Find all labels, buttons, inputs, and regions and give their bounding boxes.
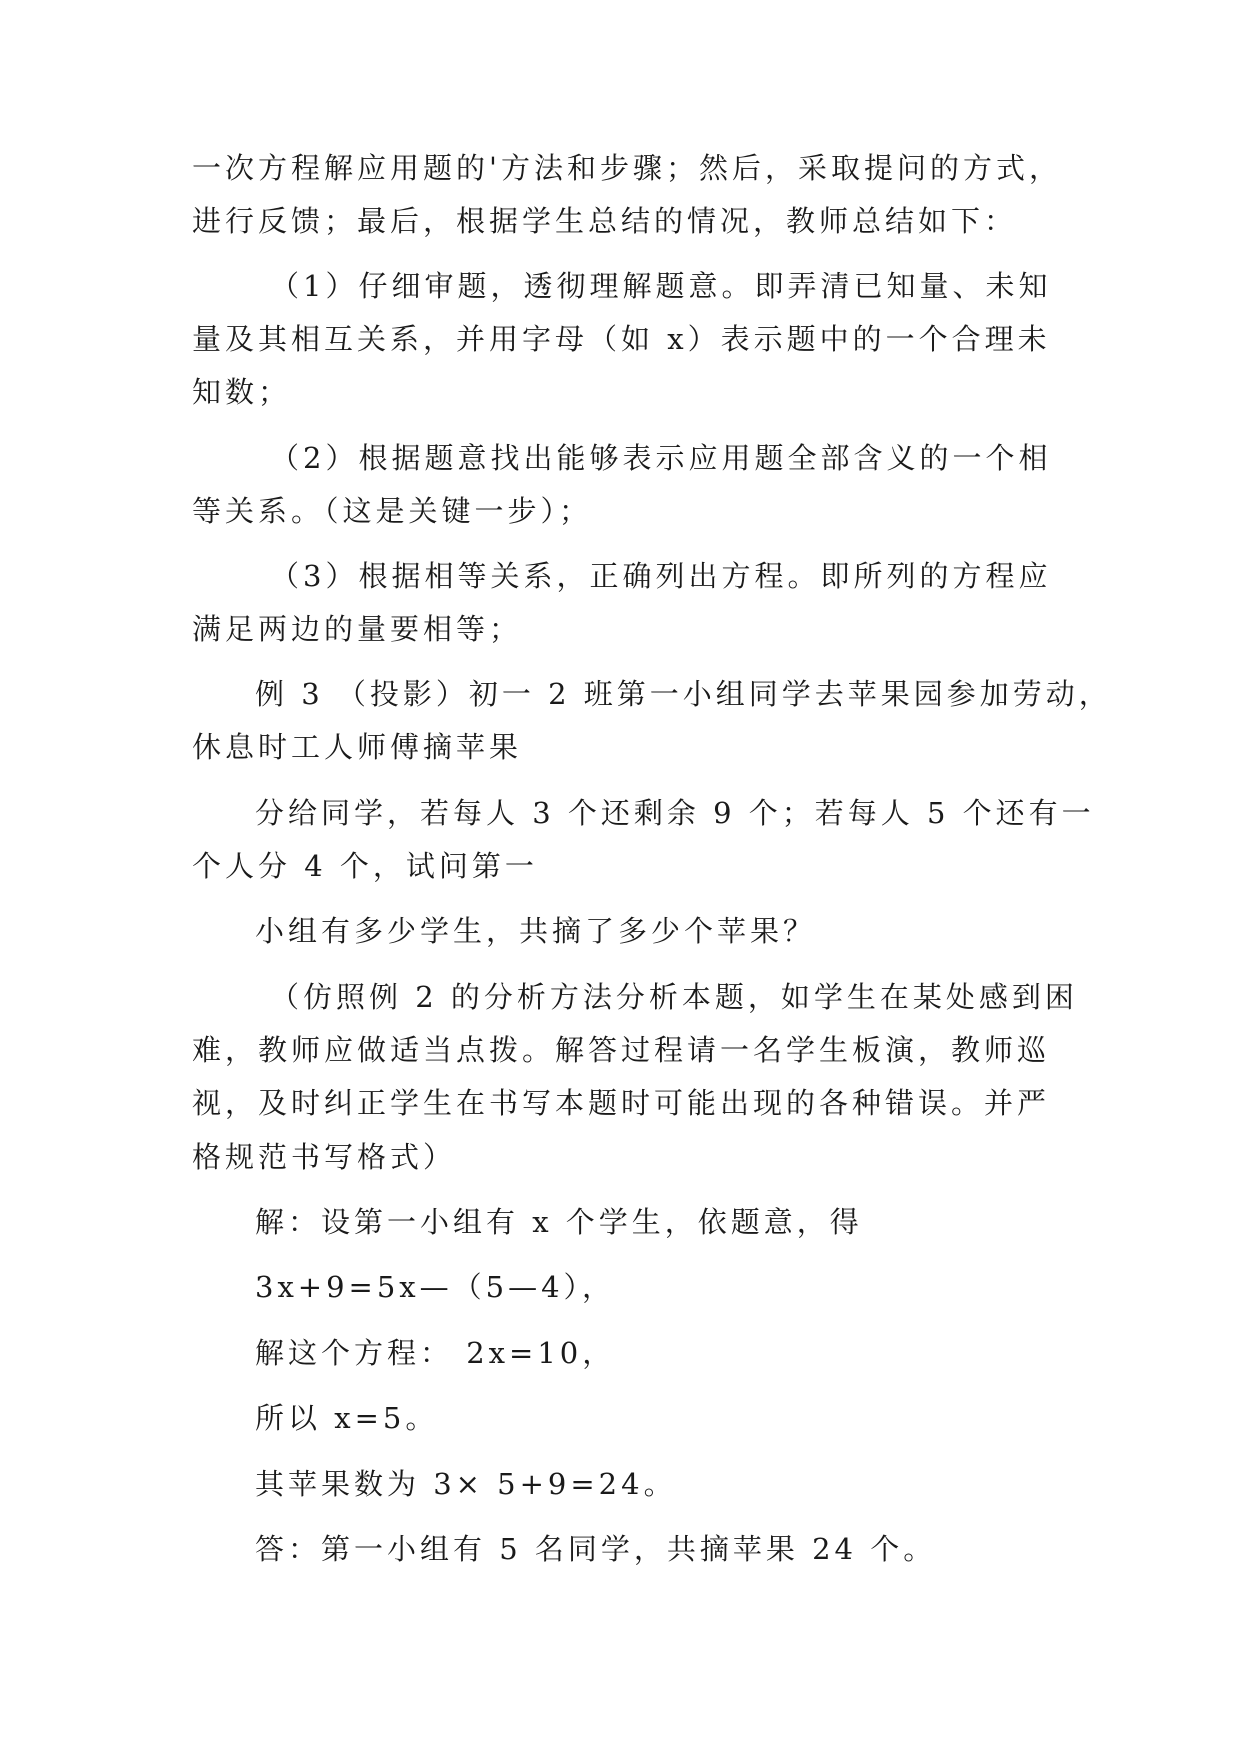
text-line-6: （2）根据题意找出能够表示应用题全部含义的一个相 (270, 441, 1052, 475)
text-line-4: 量及其相互关系，并用字母（如 x）表示题中的一个合理未 (192, 322, 1051, 356)
text-line-17: 视，及时纠正学生在书写本题时可能出现的各种错误。并严 (192, 1086, 1051, 1120)
text-line-23: 其苹果数为 3× 5+9=24。 (255, 1467, 677, 1501)
text-line-16: 难，教师应做适当点拨。解答过程请一名学生板演，教师巡 (192, 1033, 1051, 1067)
text-line-19: 解：设第一小组有 x 个学生，依题意，得 (255, 1205, 863, 1239)
text-line-7: 等关系。（这是关键一步）； (192, 494, 593, 528)
text-line-8: （3）根据相等关系，正确列出方程。即所列的方程应 (270, 559, 1052, 593)
text-line-24: 答：第一小组有 5 名同学，共摘苹果 24 个。 (255, 1532, 937, 1566)
text-line-13: 个人分 4 个，试问第一 (192, 849, 538, 883)
text-line-9: 满足两边的量要相等； (192, 612, 523, 646)
text-line-11: 休息时工人师傅摘苹果 (192, 730, 523, 764)
text-line-18: 格规范书写格式） (192, 1140, 457, 1174)
text-line-22: 所以 x=5。 (255, 1401, 439, 1435)
text-line-10: 例 3 （投影）初一 2 班第一小组同学去苹果园参加劳动， (255, 677, 1112, 711)
text-line-14: 小组有多少学生，共摘了多少个苹果？ (255, 914, 817, 948)
text-line-3: （1）仔细审题，透彻理解题意。即弄清已知量、未知 (270, 269, 1052, 303)
text-line-21: 解这个方程： 2x=10， (255, 1336, 616, 1370)
text-line-2: 进行反馈；最后，根据学生总结的情况，教师总结如下： (192, 204, 1018, 238)
text-line-5: 知数； (192, 375, 292, 409)
text-line-15: （仿照例 2 的分析方法分析本题，如学生在某处感到困 (270, 980, 1078, 1014)
text-line-1: 一次方程解应用题的'方法和步骤；然后，采取提问的方式， (192, 151, 1062, 185)
text-line-12: 分给同学，若每人 3 个还剩余 9 个；若每人 5 个还有一 (255, 796, 1095, 830)
text-line-20: 3x+9=5x—（5—4）， (255, 1270, 616, 1304)
